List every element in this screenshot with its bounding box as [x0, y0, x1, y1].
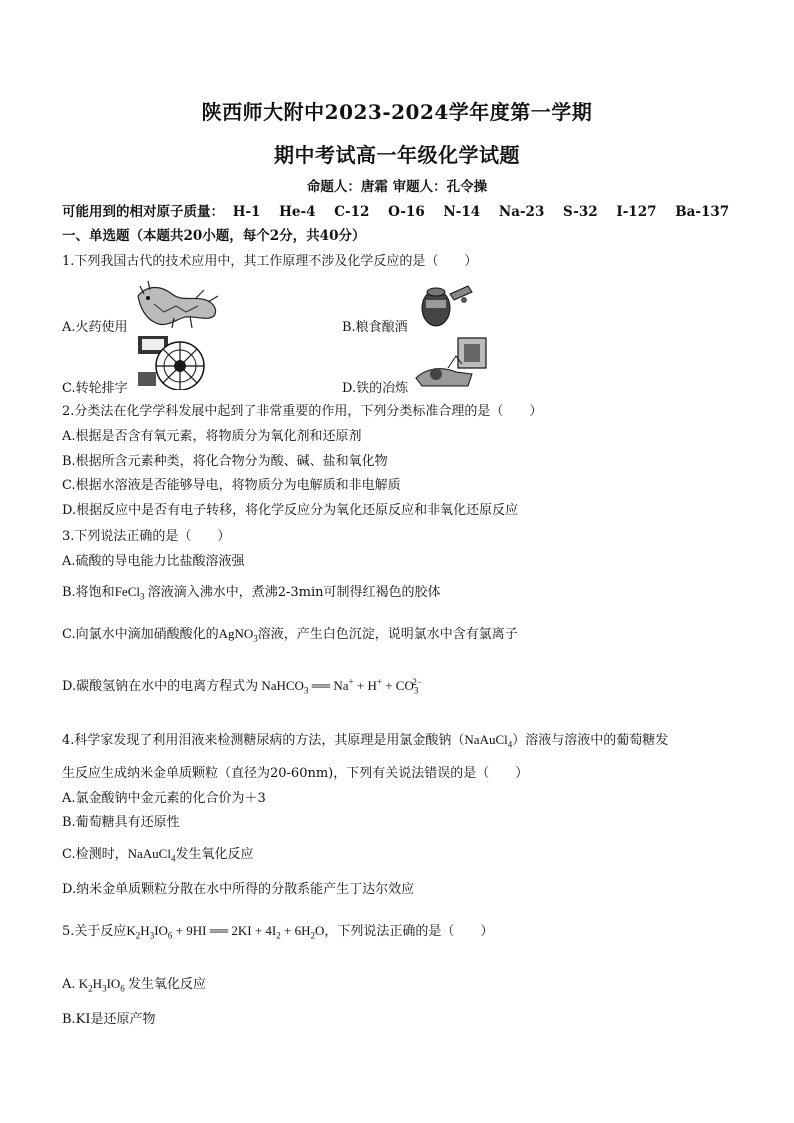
q3-option-c [62, 623, 518, 644]
q1-option-c: C.转轮排字 [62, 381, 128, 396]
q3-option-b-suffix: 溶液滴入沸水中，煮沸2-3min可制得红褐色的胶体 [147, 585, 441, 600]
mass-item: S-32 [563, 204, 598, 220]
formula-naaucl4: NaAuCl$_4$ [127, 846, 176, 864]
q3-option-b [62, 581, 441, 602]
q1-option-a: A.火药使用 [62, 320, 128, 335]
q4-option-c-prefix: C.检测时， [62, 847, 128, 862]
atomic-masses-label: 可能用到的相对原子质量： [62, 204, 224, 220]
mass-item: C-12 [334, 204, 370, 220]
q4-option-d: D.纳米金单质颗粒分散在水中所得的分散系能产生丁达尔效应 [62, 882, 415, 897]
mass-item: O-16 [388, 204, 425, 220]
q3-option-c-suffix: 溶液，产生白色沉淀，说明氯水中含有氯离子 [257, 627, 518, 642]
atomic-masses-line [62, 200, 743, 220]
q4-stem-line2: 生反应生成纳米金单质颗粒（直径为20-60nm)，下列有关说法错误的是（ ） [62, 766, 529, 781]
q5-option-b: B.KI是还原产物 [62, 1012, 156, 1027]
q3-option-d [62, 675, 422, 696]
formula-fecl3: FeCl$_3$ [114, 584, 145, 602]
mass-item: Ba-137 [675, 204, 730, 220]
q1-stem: 1.下列我国古代的技术应用中，其工作原理不涉及化学反应的是（ ） [62, 254, 478, 269]
q4-option-c-suffix: 发生氧化反应 [175, 847, 254, 862]
q2-option-c: C.根据水溶液是否能够导电，将物质分为电解质和非电解质 [62, 478, 401, 493]
mass-item: H-1 [232, 204, 261, 220]
mass-item: Na-23 [498, 204, 545, 220]
mass-item: N-14 [443, 204, 481, 220]
q5-stem-suffix: ，下列说法正确的是（ ） [324, 924, 494, 939]
exam-title-line2: 期中考试高一年级化学试题 [274, 143, 520, 167]
q1-option-d: D.铁的冶炼 [342, 381, 409, 396]
q5-stem [62, 920, 493, 941]
q2-option-b: B.根据所含元素种类，将化合物分为酸、碱、盐和氧化物 [62, 454, 388, 469]
mass-item: He-4 [279, 204, 316, 220]
gunpowder-dragon-illustration [134, 278, 220, 330]
q4-stem [62, 729, 668, 750]
q3-option-b-prefix: B.将饱和 [62, 585, 115, 600]
authors-line: 命题人：唐霜 审题人：孔令操 [306, 179, 488, 195]
q2-option-d: D.根据反应中是否有电子转移，将化学反应分为氧化还原反应和非氧化还原反应 [62, 503, 519, 518]
wine-brewing-illustration [412, 280, 474, 330]
formula-nahco3-ionization: NaHCO$_3$ ══ $Na^+ + H^+ + CO_3^{2-}$ [258, 676, 422, 696]
exam-title-line1: 陕西师大附中2023-2024学年度第一学期 [201, 100, 593, 124]
q4-option-a: A.氯金酸钠中金元素的化合价为＋3 [62, 791, 266, 806]
q2-option-a: A.根据是否含有氧元素，将物质分为氧化剂和还原剂 [62, 429, 362, 444]
formula-k2h3io6: $K_2H_3IO_6$ [75, 976, 125, 994]
formula-agno3: AgNO$_3$ [218, 626, 258, 644]
q4-option-b: B.葡萄糖具有还原性 [62, 815, 180, 830]
q5-option-a [62, 973, 206, 994]
q4-option-c [62, 843, 253, 864]
q4-stem-prefix: 4.科学家发现了利用泪液来检测糖尿病的方法，其原理是用氯金酸钠（ [62, 733, 465, 748]
mass-item: I-127 [616, 204, 657, 220]
section-heading: 一、单选题（本题共20小题，每个2分，共40分） [62, 228, 366, 244]
formula-q5-reaction: $K_2H_3IO_6 + 9HI$ ══ $2KI + 4I_2 + 6H_2O$ [126, 923, 325, 941]
q5-stem-prefix: 5.关于反应 [62, 924, 127, 939]
q3-option-a: A.硫酸的导电能力比盐酸溶液强 [62, 554, 245, 569]
iron-smelting-illustration [412, 334, 492, 390]
q3-option-c-prefix: C.向氯水中滴加硝酸酸化的 [62, 627, 219, 642]
q5-option-a-suffix: 发生氧化反应 [128, 977, 207, 992]
q1-option-b: B.粮食酿酒 [342, 320, 408, 335]
q3-option-d-prefix: D.碳酸氢钠在水中的电离方程式为 [62, 679, 259, 694]
q5-option-a-prefix: A. [62, 977, 76, 992]
q2-stem: 2.分类法在化学学科发展中起到了非常重要的作用，下列分类标准合理的是（ ） [62, 404, 543, 419]
q4-stem-middle: ）溶液与溶液中的葡萄糖发 [512, 733, 669, 748]
formula-naaucl4: NaAuCl$_4$ [464, 732, 513, 750]
q3-stem: 3.下列说法正确的是（ ） [62, 529, 231, 544]
movable-type-wheel-illustration [136, 334, 212, 390]
